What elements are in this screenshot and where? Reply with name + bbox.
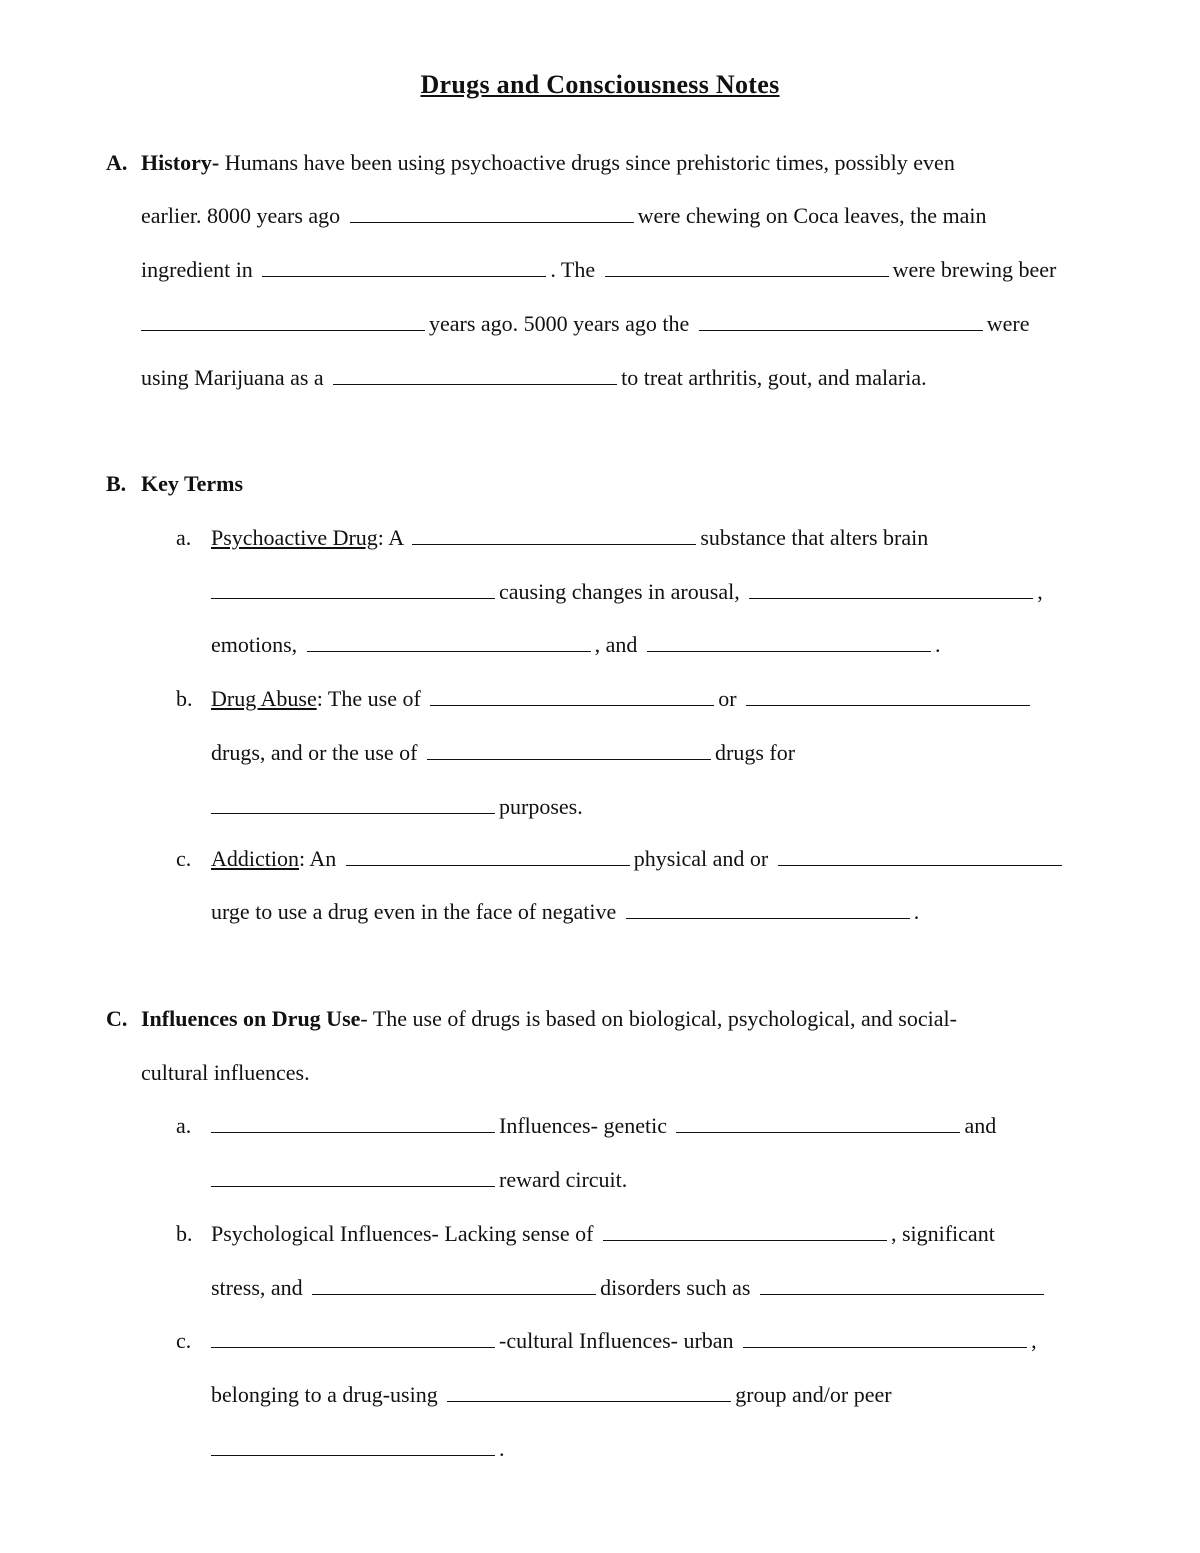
addiction-line-1 bbox=[211, 844, 1066, 874]
text: earlier. 8000 years ago bbox=[141, 203, 341, 228]
text: ingredient in bbox=[141, 257, 253, 282]
fill-blank[interactable] bbox=[626, 900, 910, 919]
fill-blank[interactable] bbox=[430, 687, 714, 706]
fill-blank[interactable] bbox=[746, 687, 1030, 706]
text: drugs for bbox=[715, 740, 796, 765]
section-a-heading: History- bbox=[141, 150, 220, 175]
fill-blank[interactable] bbox=[603, 1222, 887, 1241]
fill-blank[interactable] bbox=[749, 580, 1033, 599]
section-a-line-1 bbox=[141, 148, 955, 178]
text: using Marijuana as a bbox=[141, 365, 324, 390]
fill-blank[interactable] bbox=[211, 1168, 495, 1187]
text: to treat arthritis, gout, and malaria. bbox=[621, 365, 927, 390]
text: stress, and bbox=[211, 1275, 303, 1300]
section-c-marker: C. bbox=[106, 1006, 128, 1031]
section-a-line-2 bbox=[141, 201, 986, 231]
fill-blank[interactable] bbox=[412, 526, 696, 545]
term-addiction: Addiction bbox=[211, 846, 299, 871]
term-drug-abuse: Drug Abuse bbox=[211, 686, 317, 711]
social-cultural-line-2 bbox=[211, 1380, 892, 1410]
text: were brewing beer bbox=[892, 257, 1057, 282]
text: causing changes in arousal, bbox=[499, 579, 740, 604]
fill-blank[interactable] bbox=[647, 633, 931, 652]
text: , significant bbox=[890, 1221, 995, 1246]
psychoactive-drug-line-2 bbox=[211, 577, 1043, 607]
fill-blank[interactable] bbox=[699, 312, 983, 331]
fill-blank[interactable] bbox=[676, 1114, 960, 1133]
text: . bbox=[913, 899, 920, 924]
fill-blank[interactable] bbox=[447, 1383, 731, 1402]
text: group and/or peer bbox=[735, 1382, 892, 1407]
fill-blank[interactable] bbox=[211, 1114, 495, 1133]
item-marker: a. bbox=[176, 525, 192, 550]
item-marker: b. bbox=[176, 1221, 193, 1246]
text: : The use of bbox=[316, 686, 421, 711]
fill-blank[interactable] bbox=[211, 795, 495, 814]
text: . bbox=[499, 1436, 505, 1461]
text: urge to use a drug even in the face of negative bbox=[211, 899, 617, 924]
text: or bbox=[718, 686, 737, 711]
fill-blank[interactable] bbox=[346, 847, 630, 866]
text: , bbox=[1031, 1328, 1037, 1353]
psychological-line-2 bbox=[211, 1273, 1048, 1303]
text: physical and or bbox=[633, 846, 769, 871]
biological-line-2 bbox=[211, 1165, 627, 1195]
section-a-marker: A. bbox=[106, 150, 128, 175]
section-b-heading: Key Terms bbox=[141, 471, 244, 496]
fill-blank[interactable] bbox=[743, 1329, 1027, 1348]
text: Humans have been using psychoactive drugs since prehistoric times, possibly even bbox=[219, 150, 955, 175]
fill-blank[interactable] bbox=[312, 1276, 596, 1295]
page-title: Drugs and Consciousness Notes bbox=[420, 70, 780, 99]
section-c-line-2: cultural influences. bbox=[141, 1060, 310, 1085]
drug-abuse-line-3 bbox=[211, 792, 583, 822]
drug-abuse-line-1 bbox=[211, 684, 1034, 714]
text: were chewing on Coca leaves, the main bbox=[637, 203, 987, 228]
fill-blank[interactable] bbox=[350, 204, 634, 223]
text: were bbox=[986, 311, 1030, 336]
fill-blank[interactable] bbox=[307, 633, 591, 652]
psychoactive-drug-line-3 bbox=[211, 630, 940, 660]
fill-blank[interactable] bbox=[211, 1329, 495, 1348]
text: drugs, and or the use of bbox=[211, 740, 418, 765]
social-cultural-line-1 bbox=[211, 1326, 1037, 1356]
text: . The bbox=[550, 257, 596, 282]
text: : A bbox=[377, 525, 403, 550]
text: , and bbox=[594, 632, 638, 657]
social-cultural-line-3 bbox=[211, 1434, 505, 1464]
fill-blank[interactable] bbox=[262, 258, 546, 277]
item-marker: a. bbox=[176, 1113, 192, 1138]
term-psychoactive-drug: Psychoactive Drug bbox=[211, 525, 378, 550]
section-b-marker: B. bbox=[106, 471, 127, 496]
text: and bbox=[964, 1113, 997, 1138]
text: - The use of drugs is based on biological, psychological, and social- bbox=[360, 1006, 957, 1031]
biological-line-1 bbox=[211, 1111, 996, 1141]
text: . bbox=[934, 632, 941, 657]
text: years ago. 5000 years ago the bbox=[429, 311, 690, 336]
section-a-line-5 bbox=[141, 363, 927, 393]
text: emotions, bbox=[211, 632, 298, 657]
fill-blank[interactable] bbox=[211, 1437, 495, 1456]
addiction-line-2 bbox=[211, 897, 919, 927]
fill-blank[interactable] bbox=[605, 258, 889, 277]
item-marker: c. bbox=[176, 846, 192, 871]
psychoactive-drug-line-1 bbox=[211, 523, 928, 553]
section-a-line-4 bbox=[141, 309, 1030, 339]
fill-blank[interactable] bbox=[211, 580, 495, 599]
fill-blank[interactable] bbox=[333, 366, 617, 385]
text: : An bbox=[299, 846, 337, 871]
fill-blank[interactable] bbox=[778, 847, 1062, 866]
section-c-line-1 bbox=[141, 1004, 957, 1034]
item-marker: c. bbox=[176, 1328, 192, 1353]
psychological-line-1 bbox=[211, 1219, 995, 1249]
text: -cultural Influences- urban bbox=[499, 1328, 734, 1353]
fill-blank[interactable] bbox=[760, 1276, 1044, 1295]
text: Influences- genetic bbox=[499, 1113, 667, 1138]
section-c-heading: Influences on Drug Use bbox=[141, 1006, 361, 1031]
drug-abuse-line-2 bbox=[211, 738, 795, 768]
text: purposes. bbox=[499, 794, 583, 819]
text: Psychological Influences- Lacking sense of bbox=[211, 1221, 594, 1246]
item-marker: b. bbox=[176, 686, 193, 711]
text: substance that alters brain bbox=[700, 525, 929, 550]
text: reward circuit. bbox=[499, 1167, 628, 1192]
fill-blank[interactable] bbox=[427, 741, 711, 760]
text: , bbox=[1037, 579, 1043, 604]
text: belonging to a drug-using bbox=[211, 1382, 438, 1407]
section-a-line-3 bbox=[141, 255, 1056, 285]
text: disorders such as bbox=[600, 1275, 751, 1300]
fill-blank[interactable] bbox=[141, 312, 425, 331]
